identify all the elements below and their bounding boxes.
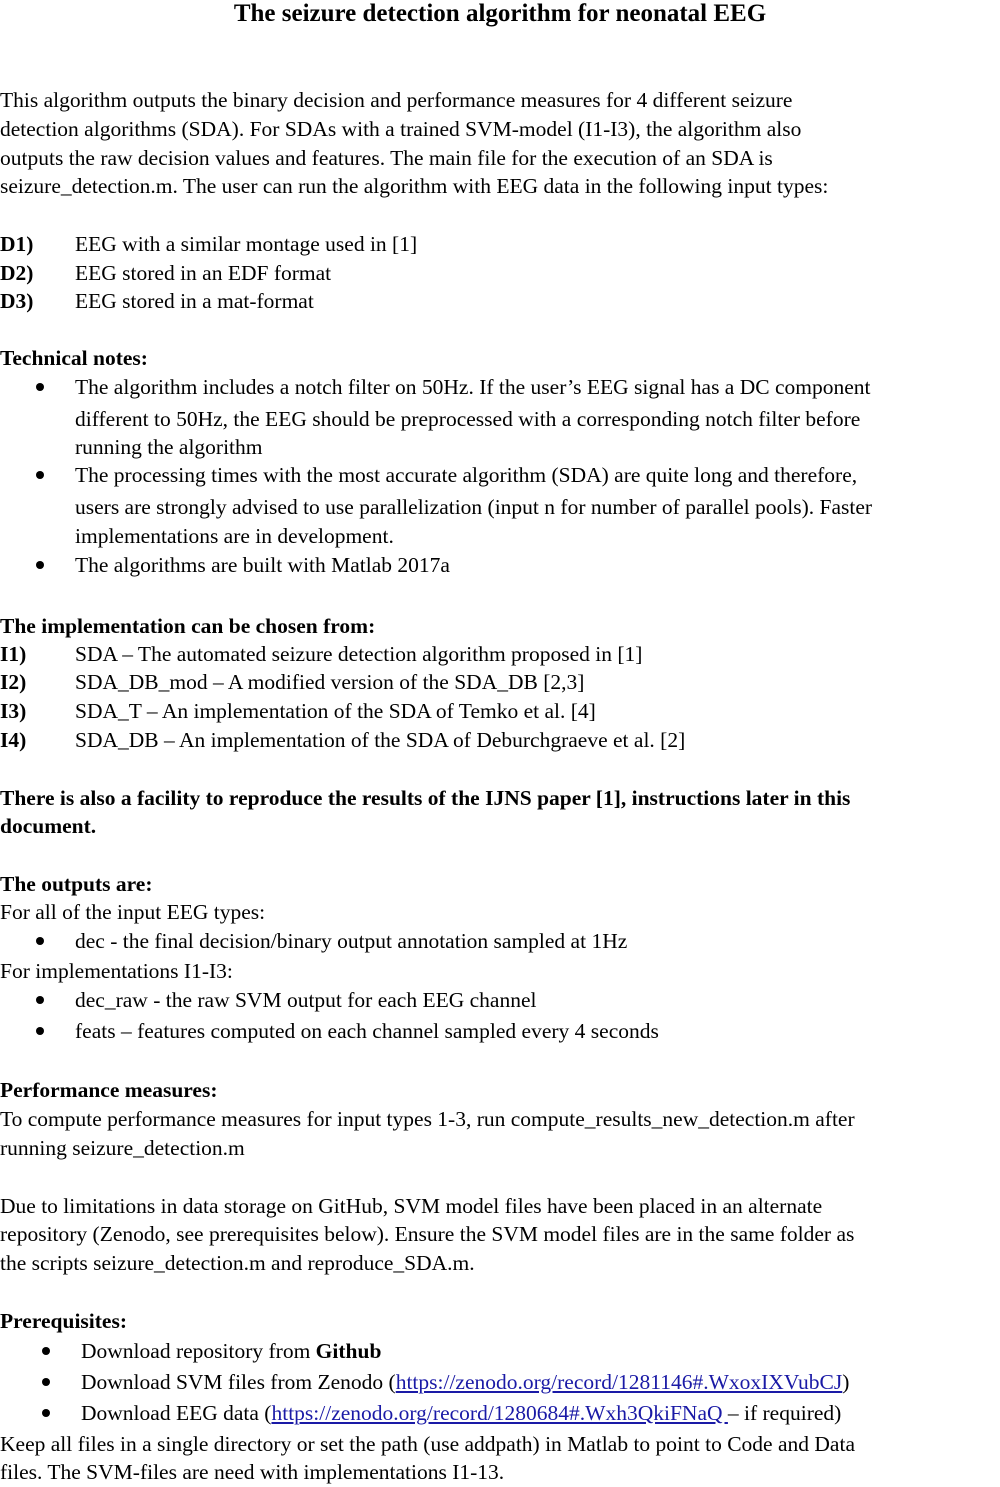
intro-line-4: seizure_detection.m. The user can run the algorithm with EEG data in the following input types: — [0, 174, 829, 198]
output-dec-raw: dec_raw - the raw SVM output for each EEG channel — [75, 988, 537, 1012]
bullet-icon — [36, 471, 44, 479]
tech-note-2-line-1: The processing times with the most accurate algorithm (SDA) are quite long and therefore, — [75, 463, 858, 487]
prereq-eeg-text: Download EEG data ( — [81, 1401, 272, 1425]
prereq-svm-close: ) — [842, 1370, 850, 1394]
prereq-svm-files — [81, 1368, 849, 1397]
bullet-icon — [36, 561, 44, 569]
github-label: Github — [315, 1339, 382, 1363]
intro-line-3: outputs the raw decision values and features. The main file for the execution of an SDA is — [0, 146, 773, 170]
storage-note-line-3: the scripts seizure_detection.m and reproduce_SDA.m. — [0, 1251, 475, 1275]
intro-line-2: detection algorithms (SDA). For SDAs with a trained SVM-model (I1-I3), the algorithm also — [0, 117, 802, 141]
tech-note-2-line-2: users are strongly advised to use parallelization (input n for number of parallel pools). Faster — [75, 495, 873, 519]
performance-heading: Performance measures: — [0, 1078, 218, 1102]
input-type-label-d2: D2) — [0, 261, 34, 285]
prereq-eeg-close: – if required) — [727, 1401, 842, 1425]
bullet-icon — [42, 1347, 50, 1355]
closing-line-2: files. The SVM-files are need with implementations I1-13. — [0, 1460, 505, 1484]
input-type-text-d1: EEG with a similar montage used in [1] — [75, 232, 418, 256]
implementation-label-i3: I3) — [0, 699, 27, 723]
implementation-label-i1: I1) — [0, 642, 27, 666]
bullet-icon — [36, 383, 44, 391]
zenodo-eeg-link[interactable]: https://zenodo.org/record/1280684#.Wxh3QkiFNaQ — [271, 1401, 728, 1425]
input-type-label-d1: D1) — [0, 232, 34, 256]
output-dec: dec - the final decision/binary output annotation sampled at 1Hz — [75, 929, 628, 953]
technical-notes-heading: Technical notes: — [0, 346, 148, 370]
document-title: The seizure detection algorithm for neonatal EEG — [233, 0, 767, 27]
implementation-label-i2: I2) — [0, 670, 27, 694]
input-type-label-d3: D3) — [0, 289, 34, 313]
prereq-svm-text: Download SVM files from Zenodo ( — [81, 1370, 396, 1394]
tech-note-1-line-1: The algorithm includes a notch filter on 50Hz. If the user’s EEG signal has a DC component — [75, 375, 871, 399]
implementation-text-i2: SDA_DB_mod – A modified version of the SDA_DB [2,3] — [75, 670, 585, 694]
intro-line-1: This algorithm outputs the binary decision and performance measures for 4 different seizure — [0, 88, 793, 112]
prerequisites-heading: Prerequisites: — [0, 1309, 127, 1333]
closing-line-1: Keep all files in a single directory or set the path (use addpath) in Matlab to point to Code and Data — [0, 1432, 855, 1456]
tech-note-2-line-3: implementations are in development. — [75, 524, 394, 548]
input-type-text-d2: EEG stored in an EDF format — [75, 261, 332, 285]
bullet-icon — [42, 1378, 50, 1386]
output-feats: feats – features computed on each channel sampled every 4 seconds — [75, 1019, 659, 1043]
outputs-impl-label: For implementations I1-I3: — [0, 959, 233, 983]
performance-line-2: running seizure_detection.m — [0, 1136, 245, 1160]
prereq-github — [81, 1337, 381, 1366]
prereq-eeg-data — [81, 1399, 841, 1428]
tech-note-3-line-1: The algorithms are built with Matlab 2017a — [75, 553, 450, 577]
implementation-text-i3: SDA_T – An implementation of the SDA of Temko et al. [4] — [75, 699, 596, 723]
storage-note-line-2: repository (Zenodo, see prerequisites below). Ensure the SVM model files are in the same folder as — [0, 1222, 855, 1246]
outputs-all-label: For all of the input EEG types: — [0, 900, 266, 924]
reproduce-note-line-2: document. — [0, 814, 97, 838]
implementation-text-i1: SDA – The automated seizure detection algorithm proposed in [1] — [75, 642, 643, 666]
tech-note-1-line-3: running the algorithm — [75, 435, 263, 459]
storage-note-line-1: Due to limitations in data storage on GitHub, SVM model files have been placed in an alternate — [0, 1194, 823, 1218]
zenodo-svm-link[interactable]: https://zenodo.org/record/1281146#.WxoxIXVubCJ — [395, 1370, 843, 1394]
input-type-text-d3: EEG stored in a mat-format — [75, 289, 314, 313]
performance-line-1: To compute performance measures for input types 1-3, run compute_results_new_detection.m after — [0, 1107, 855, 1131]
outputs-heading: The outputs are: — [0, 872, 153, 896]
bullet-icon — [36, 937, 44, 945]
implementation-text-i4: SDA_DB – An implementation of the SDA of Deburchgraeve et al. [2] — [75, 728, 686, 752]
implementations-heading: The implementation can be chosen from: — [0, 614, 376, 638]
implementation-label-i4: I4) — [0, 728, 27, 752]
bullet-icon — [42, 1409, 50, 1417]
tech-note-1-line-2: different to 50Hz, the EEG should be preprocessed with a corresponding notch filter before — [75, 407, 861, 431]
reproduce-note-line-1: There is also a facility to reproduce the results of the IJNS paper [1], instructions later in this — [0, 786, 851, 810]
bullet-icon — [36, 1027, 44, 1035]
bullet-icon — [36, 996, 44, 1004]
prereq-github-text: Download repository from — [81, 1339, 316, 1363]
